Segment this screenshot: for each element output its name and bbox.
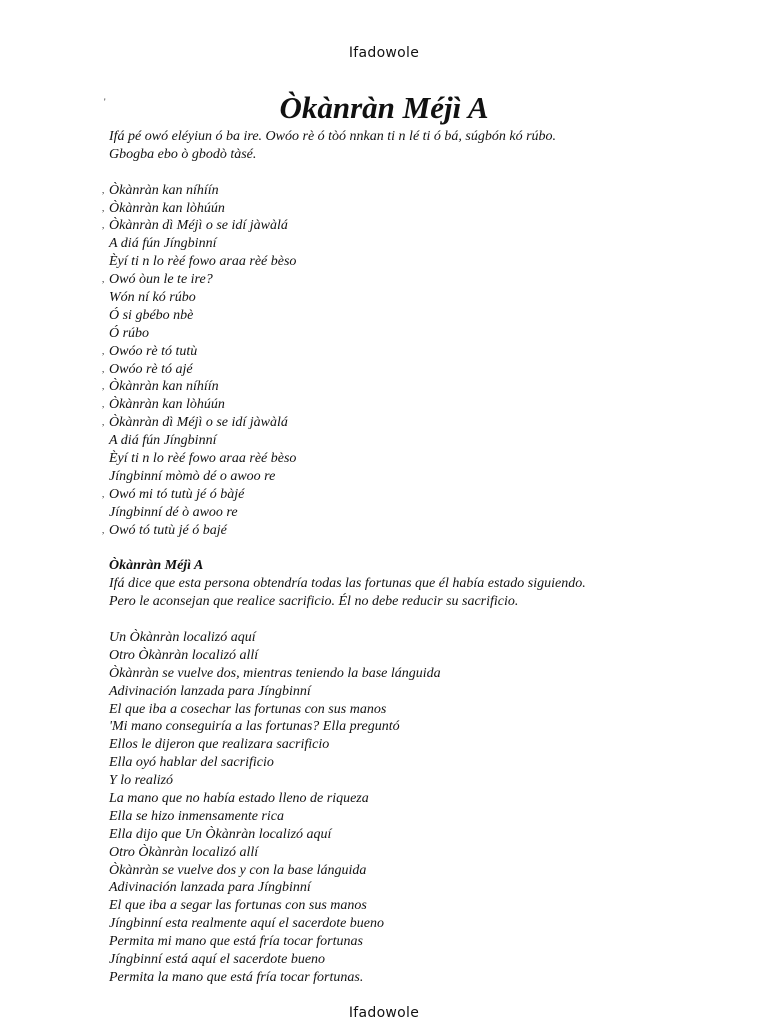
yoruba-verse-text: Èyí ti n lo rèé fowo araa rèé bèso [109, 451, 297, 467]
verse-marker: , [102, 184, 105, 195]
paragraph-gap [109, 611, 669, 629]
verse-marker: , [102, 399, 105, 410]
yoruba-verse-text: Òkànràn kan lòhúún [109, 200, 225, 216]
yoruba-verse-line [102, 522, 669, 540]
spanish-verse-line: El que iba a cosechar las fortunas con sus manos [109, 701, 387, 717]
spanish-verse-line: Ellos le dijeron que realizara sacrificio [109, 737, 330, 753]
spanish-verse-line: Jíngbinní está aquí el sacerdote bueno [109, 951, 326, 967]
intro-line: Ifá pé owó eléyiun ó ba ire. Owóo rè ó tòó nnkan ti n lé ti ó bá, súgbón kó rúbo. [109, 129, 557, 144]
yoruba-verse-text: Èyí ti n lo rèé fowo araa rèé bèso [109, 254, 297, 270]
spanish-verse-line: Ella oyó hablar del sacrificio [109, 755, 274, 771]
yoruba-verse-text: Òkànràn kan níhíín [109, 182, 219, 198]
spanish-verse-line: Permita mi mano que está fría tocar fortunas [109, 934, 363, 950]
yoruba-verse-line [102, 396, 669, 414]
spanish-verse-line: Jíngbinní esta realmente aquí el sacerdote bueno [109, 916, 385, 932]
yoruba-verse-line [102, 361, 669, 379]
yoruba-verse-line [102, 378, 669, 396]
yoruba-verse-text: Jíngbinní dé ò awoo re [109, 504, 238, 520]
yoruba-verse-text: Owó tó tutù jé ó bajé [109, 522, 227, 538]
verse-marker: , [102, 524, 105, 535]
spanish-verse-line: La mano que no había estado lleno de riqueza [109, 790, 369, 806]
document-body [102, 128, 669, 987]
yoruba-verse-line [109, 289, 669, 307]
verse-marker: , [102, 345, 105, 356]
yoruba-verse-line [102, 182, 669, 200]
yoruba-verse-line [109, 468, 669, 486]
yoruba-verse-text: Òkànràn dì Méjì o se idí jàwàlá [109, 218, 288, 234]
page-footer: Ifadowole [348, 1005, 420, 1021]
yoruba-verse-line [102, 414, 669, 432]
yoruba-verse [102, 182, 669, 540]
yoruba-verse-text: Ó si gbébo nbè [109, 307, 194, 323]
verse-marker: , [102, 417, 105, 428]
spanish-verse-line: Òkànràn se vuelve dos, mientras teniendo la base lánguida [109, 665, 441, 681]
yoruba-verse-text: A diá fún Jíngbinní [109, 236, 217, 252]
document-title: Òkànràn Méjì A [279, 90, 489, 125]
spanish-verse-line: Permita la mano que está fría tocar fortunas. [109, 969, 364, 985]
yoruba-verse-line [102, 343, 669, 361]
intro-line: Gbogba ebo ò gbodò tàsé. [109, 146, 257, 162]
yoruba-verse-line [109, 450, 669, 468]
yoruba-verse-line [109, 253, 669, 271]
verse-marker: , [102, 202, 105, 213]
spanish-verse-line: Y lo realizó [109, 773, 174, 789]
yoruba-verse-text: Ó rúbo [109, 325, 150, 341]
yoruba-verse-text: Owó mi tó tutù jé ó bàjé [109, 486, 245, 502]
spanish-intro-line: Pero le aconsejan que realice sacrificio. Él no debe reducir su sacrificio. [109, 594, 519, 610]
yoruba-verse-line [109, 235, 669, 253]
yoruba-verse-text: Òkànràn dì Méjì o se idí jàwàlá [109, 415, 288, 431]
yoruba-verse-line [109, 432, 669, 450]
verse-marker: , [102, 363, 105, 374]
yoruba-verse-text: Wón ní kó rúbo [109, 290, 196, 306]
verse-marker: , [102, 488, 105, 499]
paragraph-gap [109, 539, 669, 557]
spanish-section-heading: Òkànràn Méjì A [109, 558, 204, 574]
spanish-verse-line: El que iba a segar las fortunas con sus manos [109, 898, 367, 914]
paragraph-gap [109, 164, 669, 182]
yoruba-verse-line [102, 271, 669, 289]
intro-paragraph [109, 128, 669, 164]
spanish-verse-line: Ella dijo que Un Òkànràn localizó aquí [109, 826, 332, 842]
verse-marker: , [102, 381, 105, 392]
yoruba-verse-line [102, 217, 669, 235]
spanish-verse [109, 629, 669, 987]
spanish-intro [109, 575, 669, 611]
yoruba-verse-line [109, 307, 669, 325]
spanish-verse-line: Òkànràn se vuelve dos y con la base lánguida [109, 862, 367, 878]
yoruba-verse-text: Òkànràn kan lòhúún [109, 397, 225, 413]
yoruba-verse-line [109, 325, 669, 343]
verse-marker: , [102, 220, 105, 231]
spanish-verse-line: Un Òkànràn localizó aquí [109, 629, 256, 645]
spanish-verse-line: Ella se hizo inmensamente rica [109, 808, 284, 824]
title-mark: ' [104, 97, 106, 107]
yoruba-verse-line [109, 504, 669, 522]
yoruba-verse-text: Jíngbinní mòmò dé o awoo re [109, 468, 276, 484]
spanish-verse-line: Adivinación lanzada para Jíngbinní [109, 683, 311, 699]
yoruba-verse-line [102, 200, 669, 218]
verse-marker: , [102, 274, 105, 285]
spanish-verse-line: Otro Òkànràn localizó allí [109, 647, 259, 663]
yoruba-verse-text: Owóo rè tó ajé [109, 361, 193, 377]
spanish-verse-line: Otro Òkànràn localizó allí [109, 844, 259, 860]
yoruba-verse-text: Owóo rè tó tutù [109, 343, 198, 359]
page-header: Ifadowole [348, 45, 420, 61]
spanish-verse-line: 'Mi mano conseguiría a las fortunas? Ella preguntó [109, 719, 400, 735]
spanish-intro-line: Ifá dice que esta persona obtendría todas las fortunas que él había estado siguiendo. [109, 576, 586, 592]
yoruba-verse-text: A diá fún Jíngbinní [109, 433, 217, 449]
yoruba-verse-text: Òkànràn kan níhíín [109, 379, 219, 395]
yoruba-verse-text: Owó òun le te ire? [109, 272, 213, 288]
spanish-verse-line: Adivinación lanzada para Jíngbinní [109, 880, 311, 896]
yoruba-verse-line [102, 486, 669, 504]
